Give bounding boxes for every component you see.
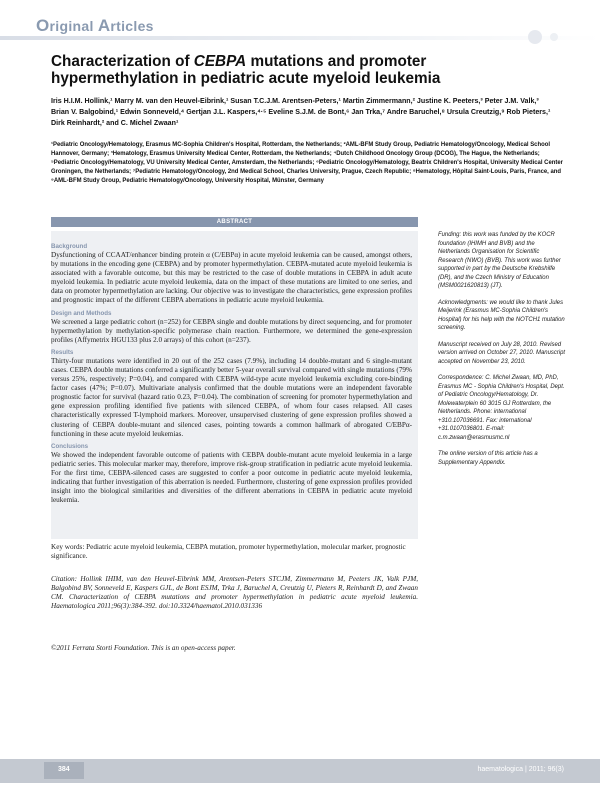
abstract-results xyxy=(51,349,412,439)
article-sidebar xyxy=(438,231,566,475)
page-number: 384 xyxy=(58,766,70,773)
supplementary-note: The online version of this article has a Supplementary Appendix. xyxy=(438,451,538,466)
correspondence-note: Correspondence: C. Michel Zwaan, MD, PhD, Erasmus MC - Sophia Children's Hospital, Dept. of Pediatric Oncology/Hematology, Dr. Molewaterplein 60 3015 GJ Rotterdam, the Netherlands. Phone: international +310.107036691. Fax: international +31.0107036801. E-mail: c.m.zwaan@erasmusmc.nl xyxy=(438,375,565,441)
acknowledgments-note: Acknowledgments: we would like to thank Jules Meijerink (Erasmus MC-Sophia Children's Hospital) for his help with the NOTCH1 mutation screening. xyxy=(438,299,565,331)
background-heading: Background xyxy=(51,243,88,250)
background-text: Dysfunctioning of CCAAT/enhancer binding protein α (C/EBPα) in acute myeloid leukemia can be caused, amongst others, by mutations in the encoding gene (CEBPA) and by promoter hypermethylation. CEBPA-mutated acute myeloid leukemia is associated with a favorable outcome, but this may be restricted to the case of double mutations in CEBPA in adult acute myeloid leukemia. In pediatric acute myeloid leukemia, data on the impact of these mutations are limited to one series, and data on promoter hypermethylation are lacking. Our objective was to investigate the characteristics, gene expression profiles and prognostic impact of the different CEBPA aberrations in pediatric acute myeloid leukemia. xyxy=(51,251,412,305)
affiliations: ¹Pediatric Oncology/Hematology, Erasmus MC-Sophia Children's Hospital, Rotterdam, the Netherlands; ²AML-BFM Study Group, Pediatric Hematology/Oncology, Medical School Hannover, Germany; ³Hematology, Erasmus University Medical Center, Rotterdam, the Netherlands; ⁴Dutch Childhood Oncology Group (DCOG), The Hague, the Netherlands; ⁵Pediatric Oncology/Hematology, VU University Medical Center, Amsterdam, the Netherlands; ⁶Pediatric Oncology/Hematology, Beatrix Children's Hospital, University Medical Center Groningen, the Netherlands; ⁷Pediatric Hematology/Oncology, 2nd Medical School, Charles University, Prague, Czech Republic; ⁸Hematology, Hôpital Saint-Louis, Paris, France, and ⁹AML-BFM Study Group, Pediatric Hematology/Oncology, University Hospital, Münster, Germany xyxy=(51,142,563,184)
citation: Citation: Hollink IHIM, van den Heuvel-Eibrink MM, Arentsen-Peters STCJM, Zimmermann M, Peeters JK, Valk PJM, Balgobind BV, Sonneveld E, Kaspers GJL, de Bont ESJM, Trka J, Baruchel A, Creutzig U, Pieters R, Reinhardt D, and Zwaan CM. Characterization of CEBPA mutations and promoter hypermethylation in pediatric acute myeloid leukemia. Haematologica 2011;96(3):384-392. doi:10.3324/haematol.2010.031336 xyxy=(51,575,418,611)
page-footer xyxy=(0,759,600,783)
conclusions-text: We showed the independent favorable outcome of patients with CEBPA double-mutant acute myeloid leukemia in a large pediatric series. This molecular marker may, therefore, improve risk-group stratification in pediatric acute myeloid leukemia. For the first time, CEBPA-silenced cases are suggested to confer a poor outcome in pediatric acute myeloid leukemia, indicating that further investigation of this aberration is needed. Furthermore, clustering of gene expression profiles provided insight into the biological similarities and diversities of the different aberrations in CEBPA in pediatric acute myeloid leukemia. xyxy=(51,450,412,505)
article-title: Characterization of CEBPA mutations and promoter hypermethylation in pediatric acute myeloid leukemia xyxy=(51,53,441,87)
abstract-label: ABSTRACT xyxy=(51,217,418,227)
results-heading: Results xyxy=(51,348,74,356)
abstract-design xyxy=(51,310,412,345)
manuscript-dates: Manuscript received on July 28, 2010. Revised version arrived on October 27, 2010. Manuscript accepted on November 23, 2010. xyxy=(438,341,566,365)
section-label: Original Articles xyxy=(36,16,154,35)
abstract-background xyxy=(51,243,412,306)
funding-note: Funding: this work was funded by the KOCR foundation (IHIMH and BVB) and the Netherlands Organisation for Scientific Research (NWO) (BVB). This work was further supported in part by the Deutsche Krebshilfe (DR), and the Czech Ministry of Education (MSM0021620813) (JT). xyxy=(438,232,561,289)
keywords: Key words: Pediatric acute myeloid leukemia, CEBPA mutation, promoter hypermethylation, molecular marker, prognostic significance. xyxy=(51,543,406,561)
results-text: Thirty-four mutations were identified in 20 out of the 252 cases (7.9%), including 14 double-mutant and 6 single-mutant cases. CEBPA double mutations conferred a significantly better 5-year overall survival compared with single mutations (79% versus 25%, respectively; P=0.04), and compared with CEBPA wild-type acute myeloid leukemia excluding core-binding factor cases (47%; P=0.07). Multivariate analysis confirmed that the double mutations were an independent favorable prognostic factor for survival (hazard ratio 0.23, P=0.04). The combination of screening for promoter hypermethylation and gene expression profiling identified five patients with silenced CEBPA, of whom four cases relapsed. All cases characteristically expressed T-lymphoid markers. Moreover, unsupervised clustering of gene expression profiles showed a clustering of CEBPA double-mutant and silenced cases, pointing towards a common hallmark of abrogated C/EBPα-functioning in these acute myeloid leukemias. xyxy=(51,356,412,438)
footer-journal: haematologica | 2011; 96(3) xyxy=(477,766,564,773)
copyright-notice: ©2011 Ferrata Storti Foundation. This is an open-access paper. xyxy=(51,644,236,652)
author-list: Iris H.I.M. Hollink,¹ Marry M. van den Heuvel-Eibrink,¹ Susan T.C.J.M. Arentsen-Peters,¹ Martin Zimmermann,² Justine K. Peeters,³ Peter J.M. Valk,³ Brian V. Balgobind,¹ Edwin Sonneveld,⁴ Gertjan J.L. Kaspers,⁴·⁵ Eveline S.J.M. de Bont,⁶ Jan Trka,⁷ Andre Baruchel,⁸ Ursula Creutzig,⁹ Rob Pieters,¹ Dirk Reinhardt,² and C. Michel Zwaan¹ xyxy=(51,97,551,127)
abstract-conclusions xyxy=(51,443,412,506)
design-heading: Design and Methods xyxy=(51,309,112,317)
header-rule xyxy=(0,36,600,40)
abstract-box xyxy=(51,231,418,539)
design-text: We screened a large pediatric cohort (n=252) for CEBPA single and double mutations by direct sequencing, and for promoter hypermethylation by methylation-specific polymerase chain reaction. Furthermore, we determined the gene-expression profiles (Affymetrix HGU133 plus 2.0 arrays) of this cohort (n=237). xyxy=(51,317,412,344)
conclusions-heading: Conclusions xyxy=(51,442,89,450)
